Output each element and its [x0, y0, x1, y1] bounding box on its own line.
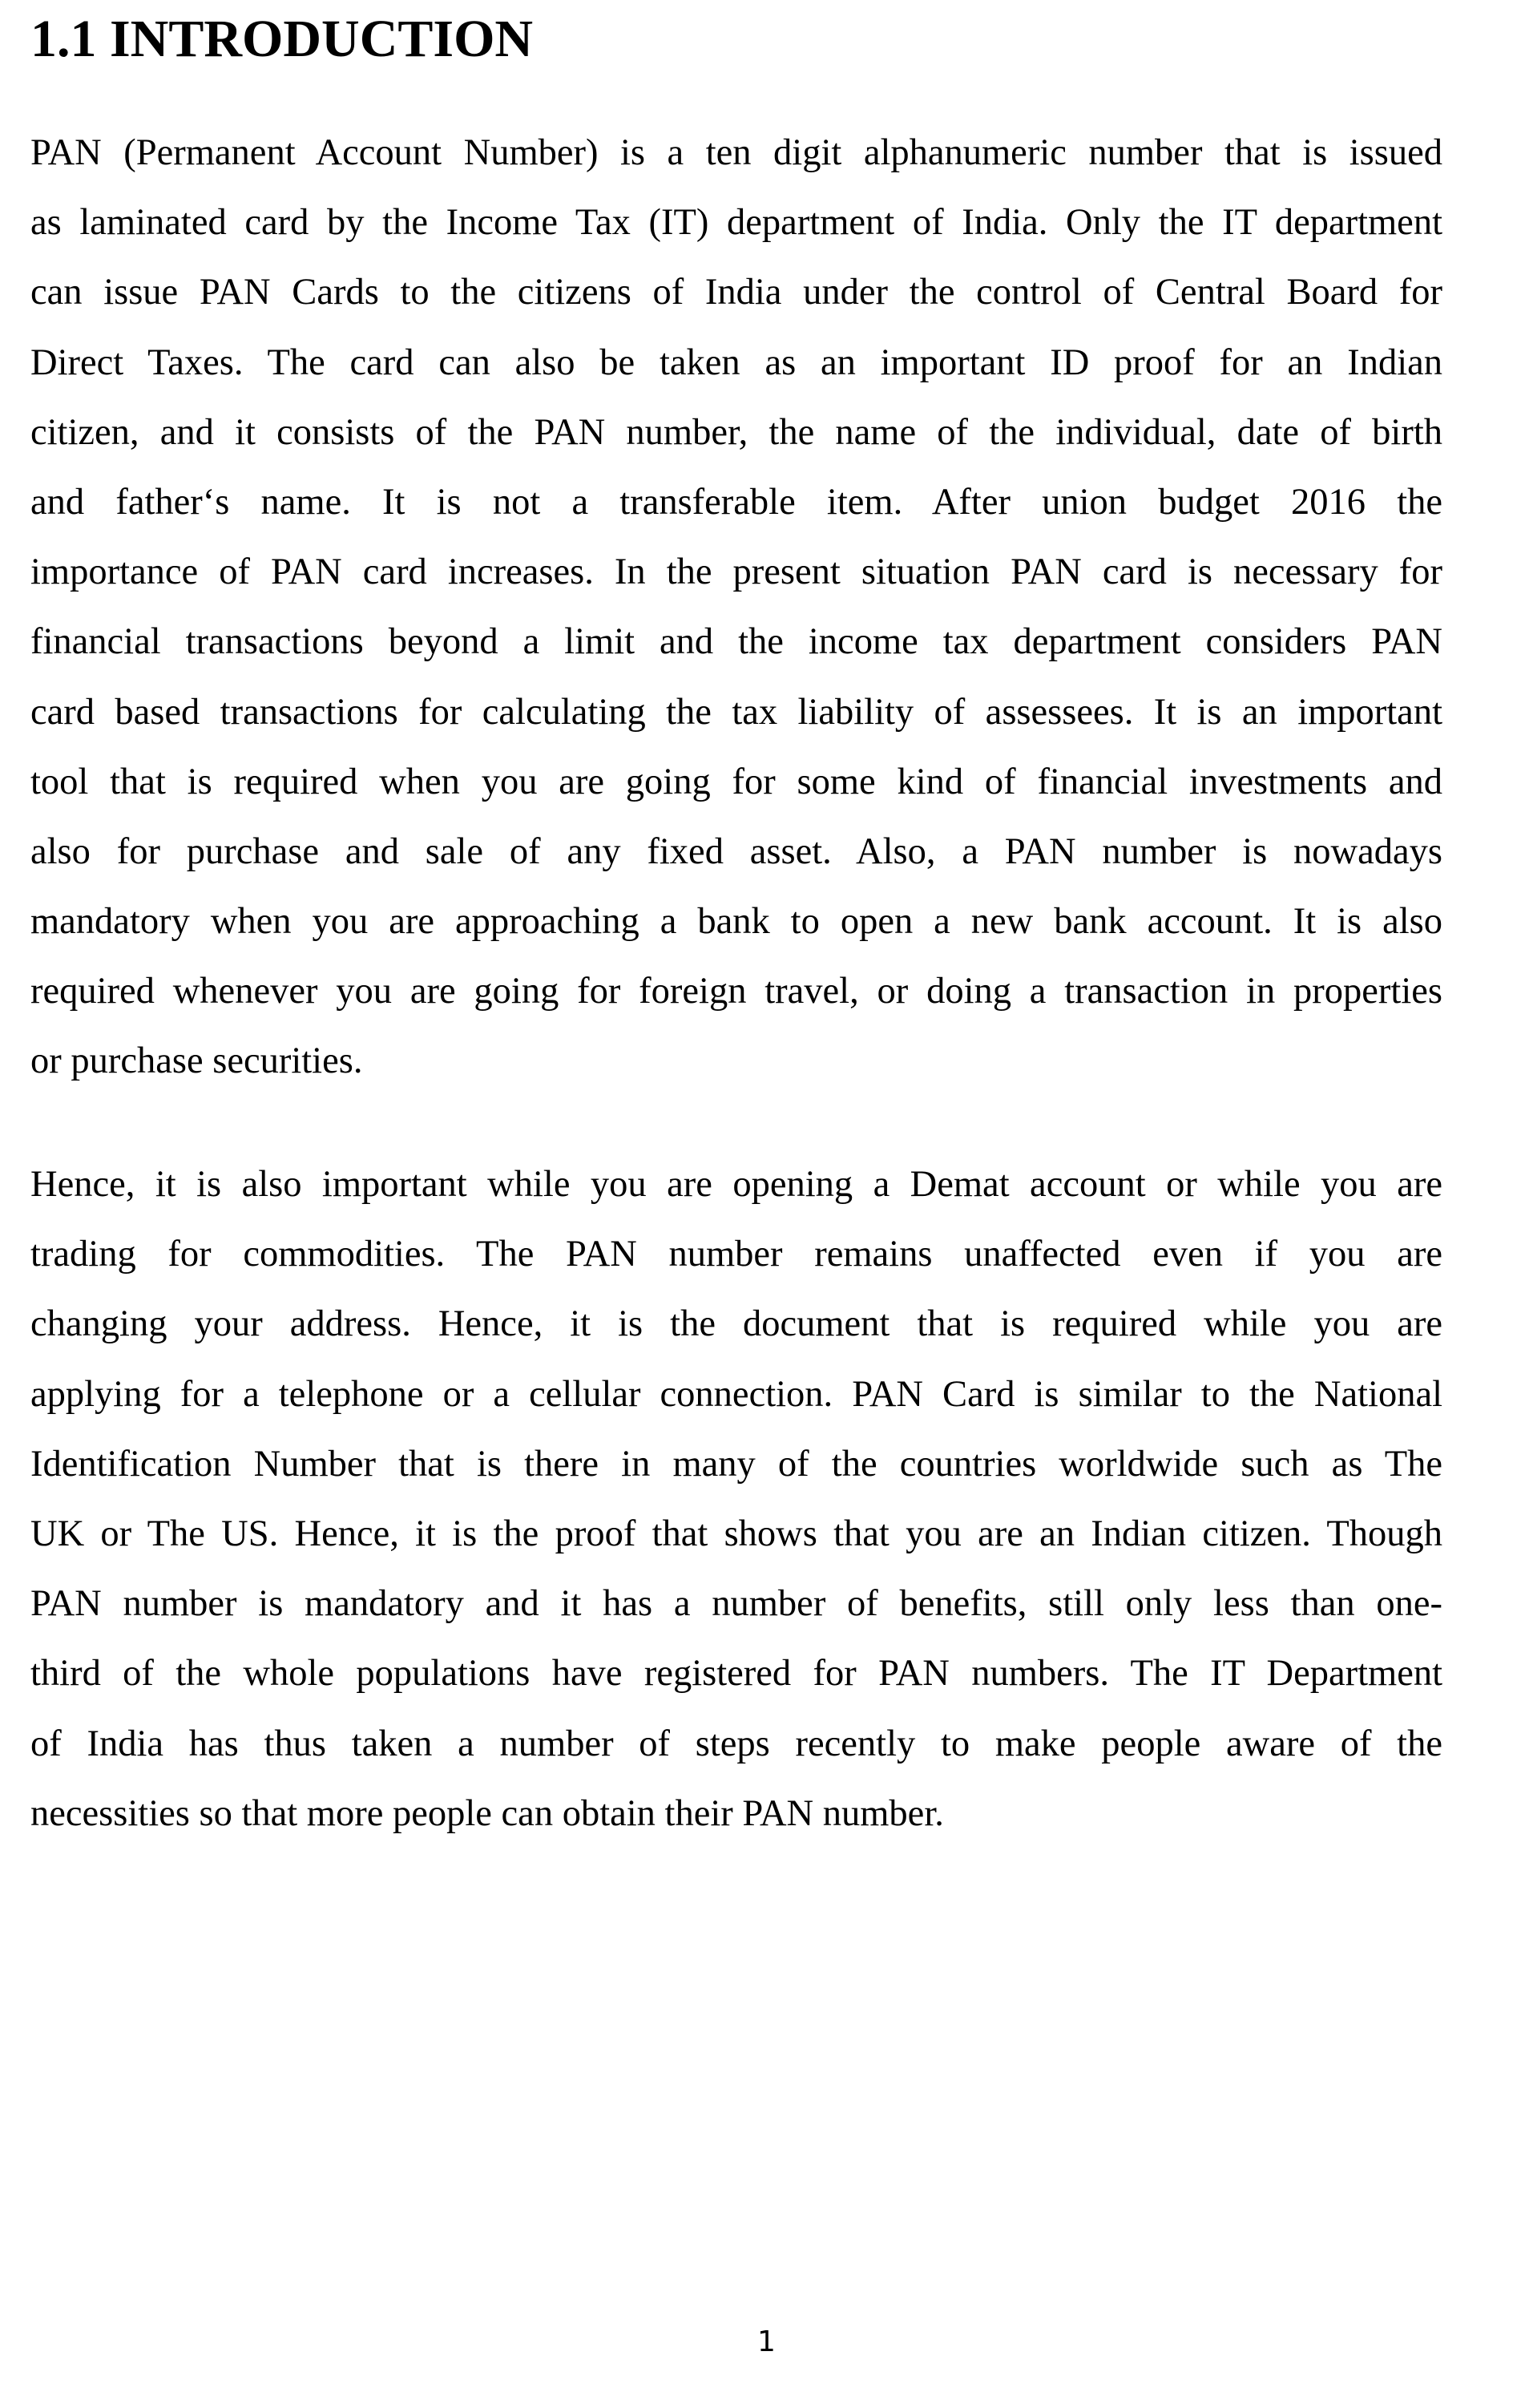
text-line: required whenever you are going for foreign travel, or doing a transaction in properties: [30, 971, 1442, 1012]
text-line: necessities so that more people can obtain their PAN number.: [30, 1792, 944, 1834]
section-heading: 1.1 INTRODUCTION: [30, 10, 534, 68]
text-line: and father‘s name. It is not a transferable item. After union budget 2016 the: [30, 481, 1442, 523]
text-line: changing your address. Hence, it is the document that is required while you are: [30, 1303, 1442, 1345]
page-number: 1: [757, 2325, 776, 2358]
text-line: Hence, it is also important while you are opening a Demat account or while you are: [30, 1164, 1442, 1205]
text-line: also for purchase and sale of any fixed asset. Also, a PAN number is nowadays: [30, 830, 1442, 872]
text-line: applying for a telephone or a cellular connection. PAN Card is similar to the National: [30, 1373, 1442, 1415]
text-line: PAN number is mandatory and it has a number of benefits, still only less than one-: [30, 1583, 1442, 1625]
text-line: of India has thus taken a number of steps recently to make people aware of the: [30, 1723, 1442, 1764]
text-line: PAN (Permanent Account Number) is a ten digit alphanumeric number that is issued: [30, 132, 1442, 173]
text-line: mandatory when you are approaching a bank to open a new bank account. It is also: [30, 901, 1442, 943]
text-line: Identification Number that is there in many of the countries worldwide such as The: [30, 1443, 1442, 1485]
text-line: Direct Taxes. The card can also be taken as an important ID proof for an Indian: [30, 341, 1442, 383]
text-line: or purchase securities.: [30, 1040, 363, 1082]
text-line: can issue PAN Cards to the citizens of India under the control of Central Board for: [30, 272, 1442, 313]
text-line: importance of PAN card increases. In the present situation PAN card is necessary for: [30, 551, 1442, 593]
text-line: trading for commodities. The PAN number remains unaffected even if you are: [30, 1234, 1442, 1275]
text-line: UK or The US. Hence, it is the proof that shows that you are an Indian citizen. Though: [30, 1513, 1442, 1554]
text-line: financial transactions beyond a limit and the income tax department considers PAN: [30, 621, 1442, 663]
text-line: tool that is required when you are going for some kind of financial investments and: [30, 761, 1442, 802]
text-line: card based transactions for calculating the tax liability of assessees. It is an important: [30, 691, 1442, 733]
paragraph-2: [30, 1149, 1442, 1848]
text-line: third of the whole populations have registered for PAN numbers. The IT Department: [30, 1653, 1442, 1695]
text-line: citizen, and it consists of the PAN number, the name of the individual, date of birth: [30, 411, 1442, 453]
paragraph-1: [30, 118, 1442, 1097]
text-line: as laminated card by the Income Tax (IT) department of India. Only the IT department: [30, 202, 1442, 244]
